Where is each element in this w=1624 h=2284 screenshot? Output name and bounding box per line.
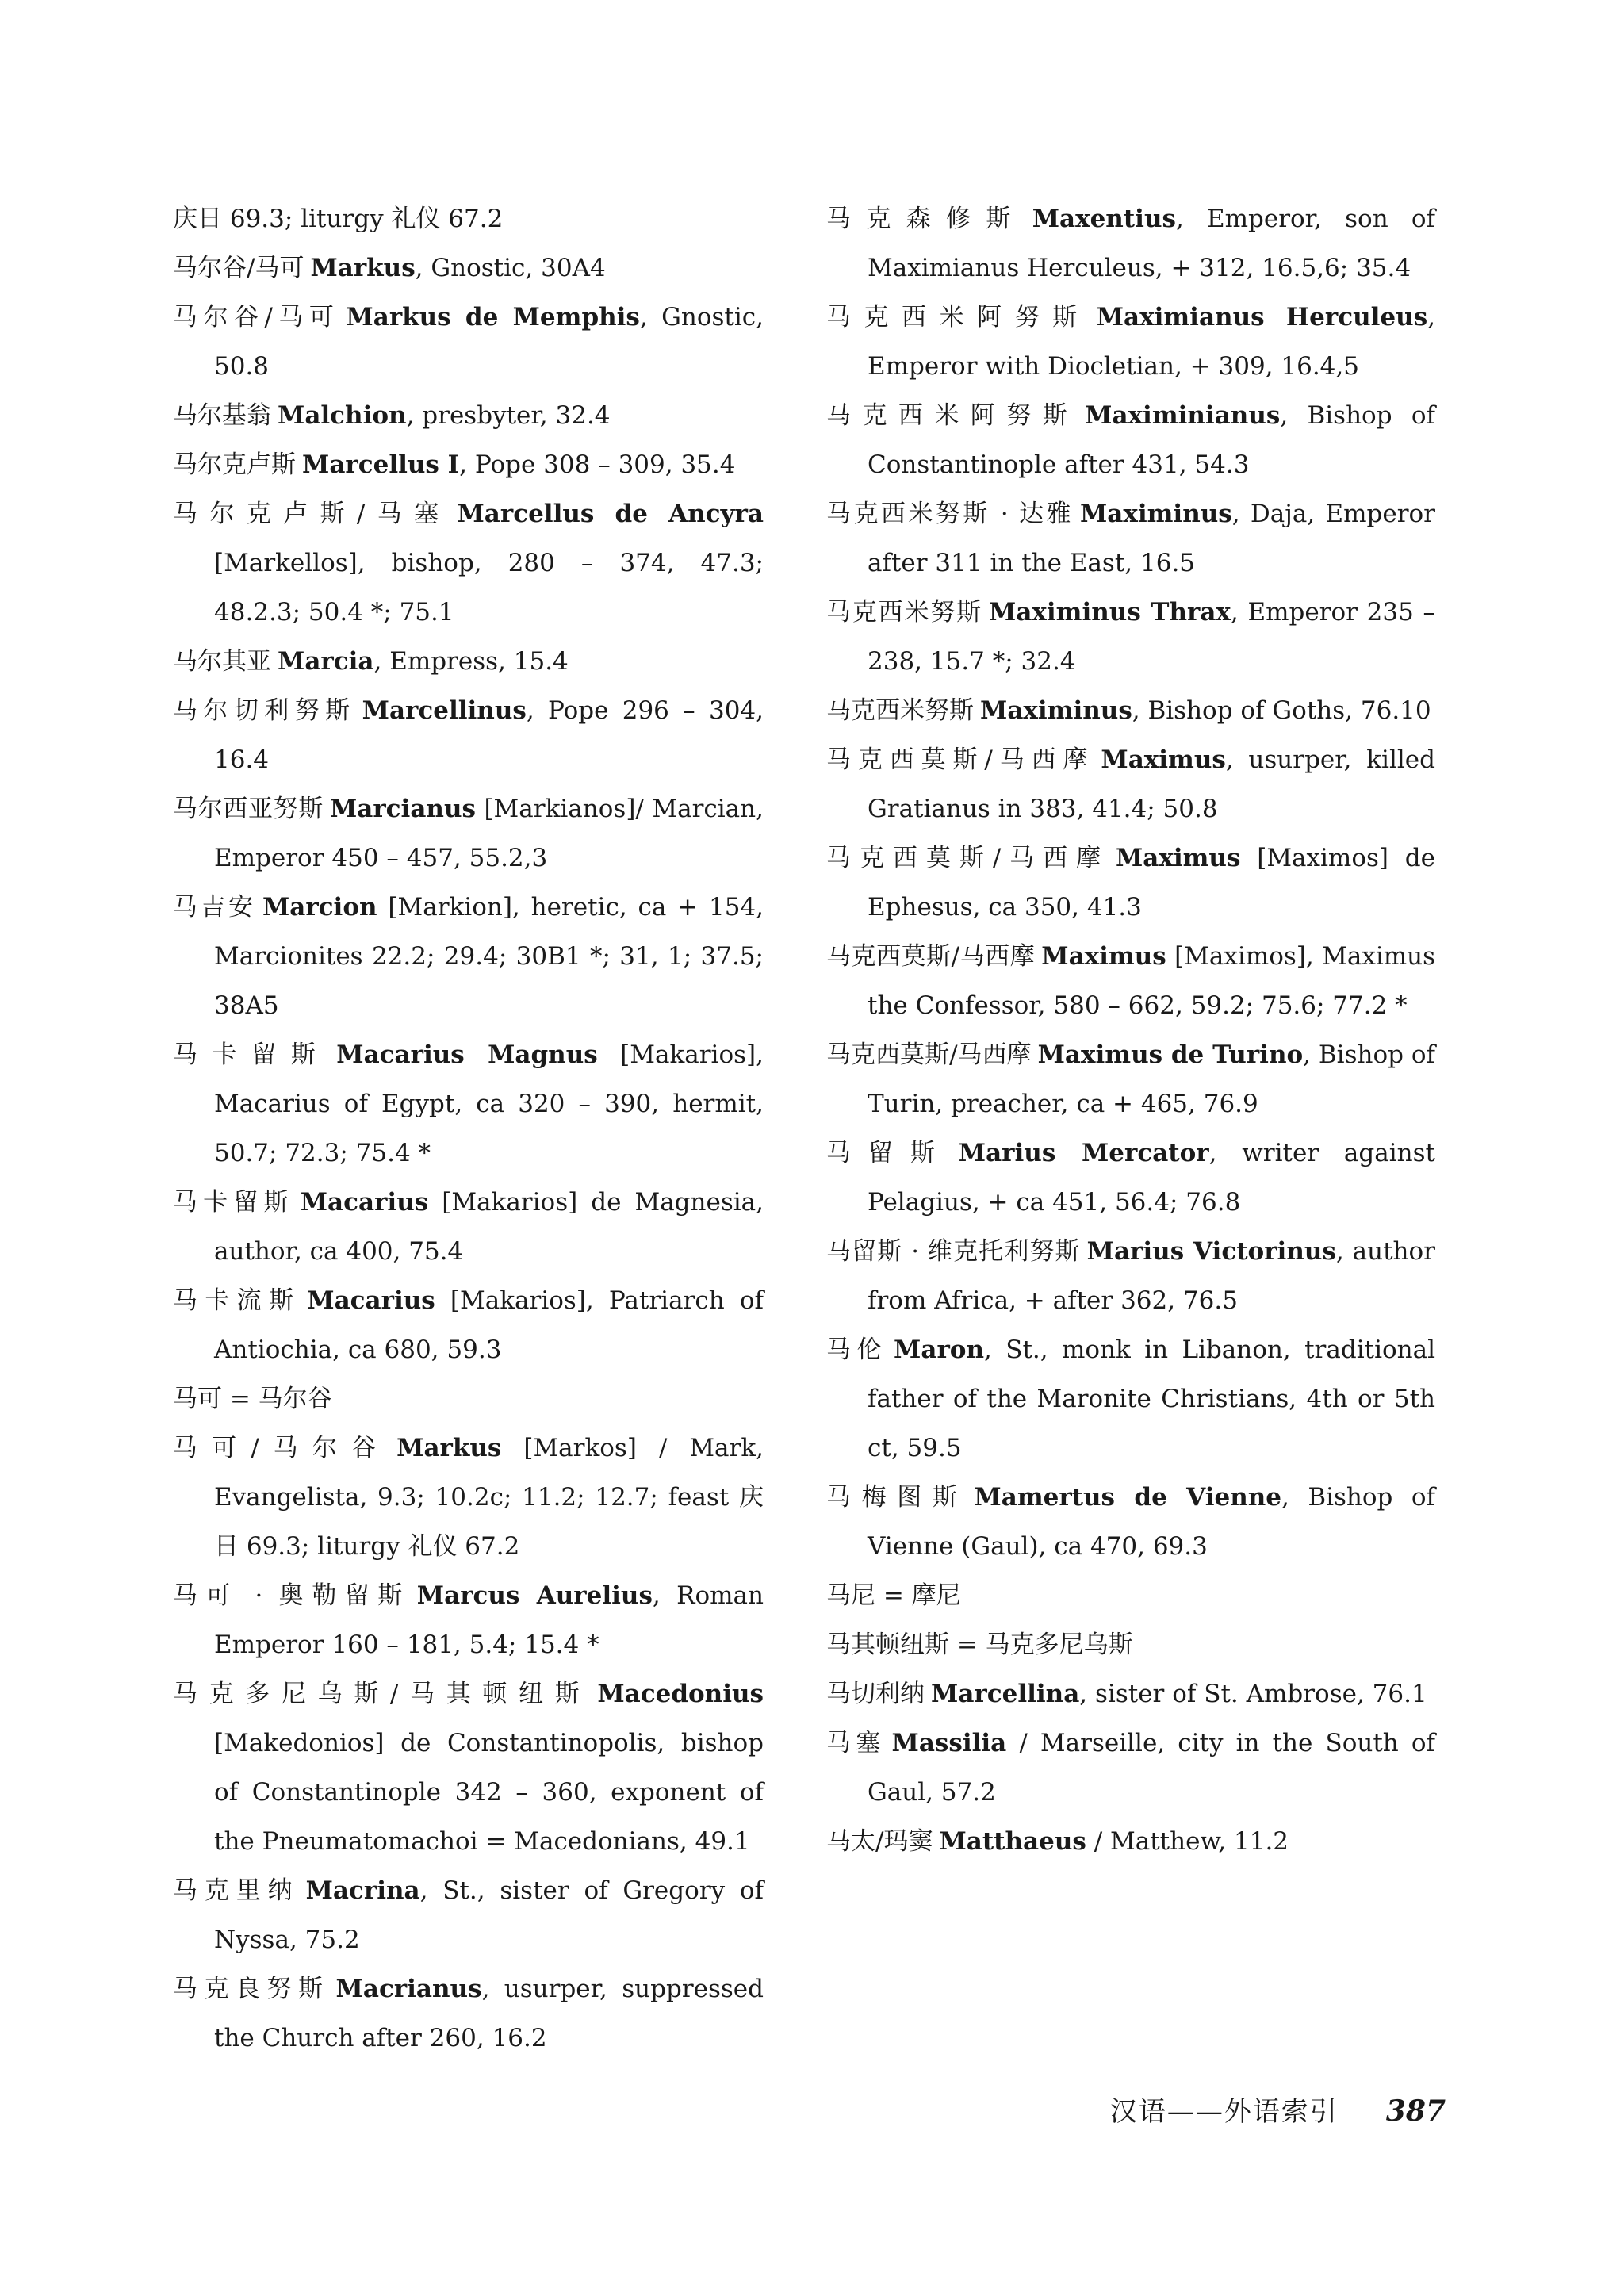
index-entry xyxy=(173,1669,764,1866)
entry-details: [Maximos] de Ephesus, ca 350, 41.3 xyxy=(868,844,1435,922)
entry-chinese-name: 马塞 xyxy=(826,1729,886,1757)
entry-headword: Maximus xyxy=(1041,942,1166,971)
entry-chinese-name: 马卡留斯 xyxy=(173,1040,331,1069)
entry-chinese-name: 马克西莫斯/马西摩 xyxy=(826,1040,1032,1069)
entry-chinese-name: 马切利纳 xyxy=(826,1680,925,1708)
index-entry xyxy=(826,1669,1435,1719)
entry-details: [Maximos], Maximus the Confessor, 580 – 662, 59.2; 75.6; 77.2 * xyxy=(868,942,1435,1020)
entry-headword: Macrianus xyxy=(335,1975,482,2003)
entry-details: , author from Africa, + after 362, 76.5 xyxy=(868,1237,1436,1315)
index-entry xyxy=(173,1571,764,1669)
entry-headword: Macarius xyxy=(307,1286,435,1315)
index-entry xyxy=(826,735,1435,834)
entry-details: , Bishop of Turin, preacher, ca + 465, 76.9 xyxy=(868,1040,1435,1118)
entry-details: 马尼 = 摩尼 xyxy=(826,1581,961,1610)
entry-chinese-name: 马伦 xyxy=(826,1336,888,1364)
entry-chinese-name: 马克西米阿努斯 xyxy=(826,401,1079,430)
entry-chinese-name: 马尔克卢斯/马塞 xyxy=(173,500,451,528)
page-number: 387 xyxy=(1385,2094,1446,2128)
entry-headword: Marcellinus xyxy=(362,696,527,725)
entry-chinese-name: 马尔其亚 xyxy=(173,647,271,676)
entry-headword: Marcellus I xyxy=(302,450,460,479)
entry-headword: Macarius xyxy=(300,1188,429,1217)
index-entry xyxy=(826,194,1435,293)
entry-chinese-name: 马梅图斯 xyxy=(826,1483,968,1512)
index-entry xyxy=(173,440,764,489)
entry-chinese-name: 马尔谷/马可 xyxy=(173,254,304,282)
entry-headword: Maximianus Herculeus xyxy=(1096,303,1428,331)
entry-chinese-name: 马尔基翁 xyxy=(173,401,271,430)
entry-headword: Maximus xyxy=(1101,745,1226,774)
entry-chinese-name: 马留斯 xyxy=(826,1139,952,1167)
index-entry xyxy=(826,1325,1435,1473)
entry-details: [Markianos]/ Marcian, Emperor 450 – 457, 55.2,3 xyxy=(214,795,764,872)
entry-headword: Macrina xyxy=(305,1876,420,1905)
entry-details: 马可 = 马尔谷 xyxy=(173,1385,332,1413)
entry-headword: Markus de Memphis xyxy=(346,303,640,331)
index-entry xyxy=(826,293,1435,391)
entry-details: , Emperor with Diocletian, + 309, 16.4,5 xyxy=(868,303,1436,381)
entry-details: , usurper, killed Gratianus in 383, 41.4; 50.8 xyxy=(868,745,1435,823)
entry-chinese-name: 马尔谷/马可 xyxy=(173,303,340,331)
index-entry xyxy=(826,489,1435,588)
entry-headword: Marcia xyxy=(278,647,374,676)
index-entry xyxy=(173,784,764,883)
entry-details: , Empress, 15.4 xyxy=(373,647,569,676)
index-entry xyxy=(826,1620,1435,1669)
index-entry xyxy=(826,391,1435,489)
index-entry xyxy=(173,293,764,391)
entry-headword: Marcellus de Ancyra xyxy=(457,500,764,528)
entry-headword: Maximinus xyxy=(980,696,1132,725)
entry-headword: Maximus xyxy=(1115,844,1241,872)
entry-chinese-name: 马克西莫斯/马西摩 xyxy=(826,745,1095,774)
index-entry xyxy=(173,489,764,637)
entry-chinese-name: 马尔西亚努斯 xyxy=(173,795,324,823)
index-entry xyxy=(826,1817,1435,1866)
entry-headword: Macedonius xyxy=(597,1680,764,1708)
entry-headword: Matthaeus xyxy=(939,1827,1086,1856)
index-entry xyxy=(826,1571,1435,1620)
entry-details: / Matthew, 11.2 xyxy=(1086,1827,1289,1856)
entry-details: , Bishop of Vienne (Gaul), ca 470, 69.3 xyxy=(868,1483,1435,1561)
page-footer xyxy=(1110,2090,1446,2129)
entry-chinese-name: 马太/玛窦 xyxy=(826,1827,933,1856)
index-entry xyxy=(826,932,1435,1030)
entry-headword: Marcellina xyxy=(931,1680,1080,1708)
index-entry xyxy=(826,588,1435,686)
entry-chinese-name: 马克西米阿努斯 xyxy=(826,303,1090,331)
entry-details: , Bishop of Goths, 76.10 xyxy=(1132,696,1431,725)
index-entry xyxy=(173,1374,764,1424)
entry-details: , Pope 308 – 309, 35.4 xyxy=(459,450,736,479)
entry-chinese-name: 马尔克卢斯 xyxy=(173,450,296,479)
entry-chinese-name: 马吉安 xyxy=(173,893,256,922)
entry-details: , Gnostic, 30A4 xyxy=(415,254,606,282)
entry-chinese-name: 马尔切利努斯 xyxy=(173,696,356,725)
index-entry xyxy=(173,1276,764,1374)
index-column-right xyxy=(826,194,1435,1866)
entry-details: 马其顿纽斯 = 马克多尼乌斯 xyxy=(826,1631,1133,1659)
entry-headword: Massilia xyxy=(891,1729,1007,1757)
entry-headword: Maron xyxy=(894,1336,984,1364)
entry-headword: Marcus Aurelius xyxy=(416,1581,653,1610)
entry-details: [Makarios], Patriarch of Antiochia, ca 680, 59.3 xyxy=(214,1286,764,1364)
index-entry xyxy=(173,391,764,440)
entry-details: , Emperor 235 – 238, 15.7 *; 32.4 xyxy=(868,598,1436,676)
entry-details: , usurper, suppressed the Church after 260, 16.2 xyxy=(214,1975,764,2052)
entry-details: , Roman Emperor 160 – 181, 5.4; 15.4 * xyxy=(214,1581,764,1659)
index-entry xyxy=(173,1424,764,1571)
entry-details: , Bishop of Constantinople after 431, 54.3 xyxy=(868,401,1436,479)
entry-headword: Maximinus xyxy=(1079,500,1232,528)
entry-chinese-name: 马克西米努斯 xyxy=(826,598,982,627)
entry-chinese-name: 马可/马尔谷 xyxy=(173,1434,391,1462)
entry-chinese-name: 马克多尼乌斯/马其顿纽斯 xyxy=(173,1680,592,1708)
entry-chinese-name: 马克良努斯 xyxy=(173,1975,330,2003)
entry-headword: Marius Mercator xyxy=(958,1139,1209,1167)
index-entry xyxy=(826,1030,1435,1129)
entry-headword: Maximinianus xyxy=(1085,401,1281,430)
entry-details: , St., monk in Libanon, traditional father of the Maronite Christians, 4th or 5th ct, 59.5 xyxy=(868,1336,1436,1462)
index-entry xyxy=(173,686,764,784)
entry-headword: Malchion xyxy=(278,401,407,430)
index-entry xyxy=(173,1964,764,2063)
entry-details: [Makarios] de Magnesia, author, ca 400, 75.4 xyxy=(214,1188,764,1266)
entry-headword: Macarius Magnus xyxy=(336,1040,598,1069)
index-entry xyxy=(826,1719,1435,1817)
entry-details: [Markos] / Mark, Evangelista, 9.3; 10.2c; 11.2; 12.7; feast 庆日 69.3; liturgy 礼仪 67.2 xyxy=(214,1434,764,1561)
index-entry xyxy=(173,1178,764,1276)
entry-chinese-name: 马留斯 · 维克托利努斯 xyxy=(826,1237,1081,1266)
entry-headword: Marcion xyxy=(262,893,377,922)
entry-details: , St., sister of Gregory of Nyssa, 75.2 xyxy=(214,1876,764,1954)
entry-details: 庆日 69.3; liturgy 礼仪 67.2 xyxy=(173,205,504,233)
index-entry xyxy=(826,1473,1435,1571)
entry-chinese-name: 马卡留斯 xyxy=(173,1188,294,1217)
entry-headword: Marius Victorinus xyxy=(1086,1237,1336,1266)
entry-details: , Emperor, son of Maximianus Herculeus, + 312, 16.5,6; 35.4 xyxy=(868,205,1436,282)
entry-details: [Markion], heretic, ca + 154, Marcionites 22.2; 29.4; 30B1 *; 31, 1; 37.5; 38A5 xyxy=(214,893,764,1020)
entry-chinese-name: 马克森修斯 xyxy=(826,205,1026,233)
index-column-left xyxy=(173,194,764,2063)
index-entry xyxy=(826,1129,1435,1227)
entry-chinese-name: 马卡流斯 xyxy=(173,1286,301,1315)
index-entry xyxy=(173,883,764,1030)
entry-details: , Pope 296 – 304, 16.4 xyxy=(214,696,764,774)
entry-chinese-name: 马可 · 奥勒留斯 xyxy=(173,1581,411,1610)
index-entry xyxy=(173,194,764,243)
entry-headword: Markus xyxy=(396,1434,502,1462)
entry-details: / Marseille, city in the South of Gaul, 57.2 xyxy=(868,1729,1436,1807)
entry-details: [Markellos], bishop, 280 – 374, 47.3; 48.2.3; 50.4 *; 75.1 xyxy=(214,549,764,627)
index-entry xyxy=(173,637,764,686)
entry-details: , Gnostic, 50.8 xyxy=(214,303,764,381)
index-entry xyxy=(173,1030,764,1178)
entry-details: [Makarios], Macarius of Egypt, ca 320 – 390, hermit, 50.7; 72.3; 75.4 * xyxy=(214,1040,764,1167)
entry-chinese-name: 马克西米努斯 · 达雅 xyxy=(826,500,1074,528)
index-entry xyxy=(173,243,764,293)
index-entry xyxy=(826,1227,1435,1325)
entry-headword: Markus xyxy=(310,254,416,282)
entry-headword: Maximus de Turino xyxy=(1037,1040,1304,1069)
index-entry xyxy=(826,686,1435,735)
entry-headword: Marcianus xyxy=(329,795,476,823)
entry-chinese-name: 马克里纳 xyxy=(173,1876,300,1905)
entry-chinese-name: 马克西莫斯/马西摩 xyxy=(826,844,1109,872)
entry-chinese-name: 马克西莫斯/马西摩 xyxy=(826,942,1036,971)
entry-details: , writer against Pelagius, + ca 451, 56.4; 76.8 xyxy=(868,1139,1435,1217)
index-entry xyxy=(173,1866,764,1964)
entry-chinese-name: 马克西米努斯 xyxy=(826,696,974,725)
entry-headword: Maximinus Thrax xyxy=(989,598,1231,627)
entry-details: , presbyter, 32.4 xyxy=(406,401,611,430)
entry-details: , Daja, Emperor after 311 in the East, 16.5 xyxy=(868,500,1435,577)
index-entry xyxy=(826,834,1435,932)
entry-details: , sister of St. Ambrose, 76.1 xyxy=(1079,1680,1427,1708)
running-title: 汉语——外语索引 xyxy=(1109,2096,1339,2128)
entry-headword: Mamertus de Vienne xyxy=(974,1483,1281,1512)
entry-headword: Maxentius xyxy=(1032,205,1176,233)
entry-details: [Makedonios] de Constantinopolis, bishop of Constantinople 342 – 360, exponent of the Pneumatomachoi = Macedonians, 49.1 xyxy=(214,1729,764,1856)
